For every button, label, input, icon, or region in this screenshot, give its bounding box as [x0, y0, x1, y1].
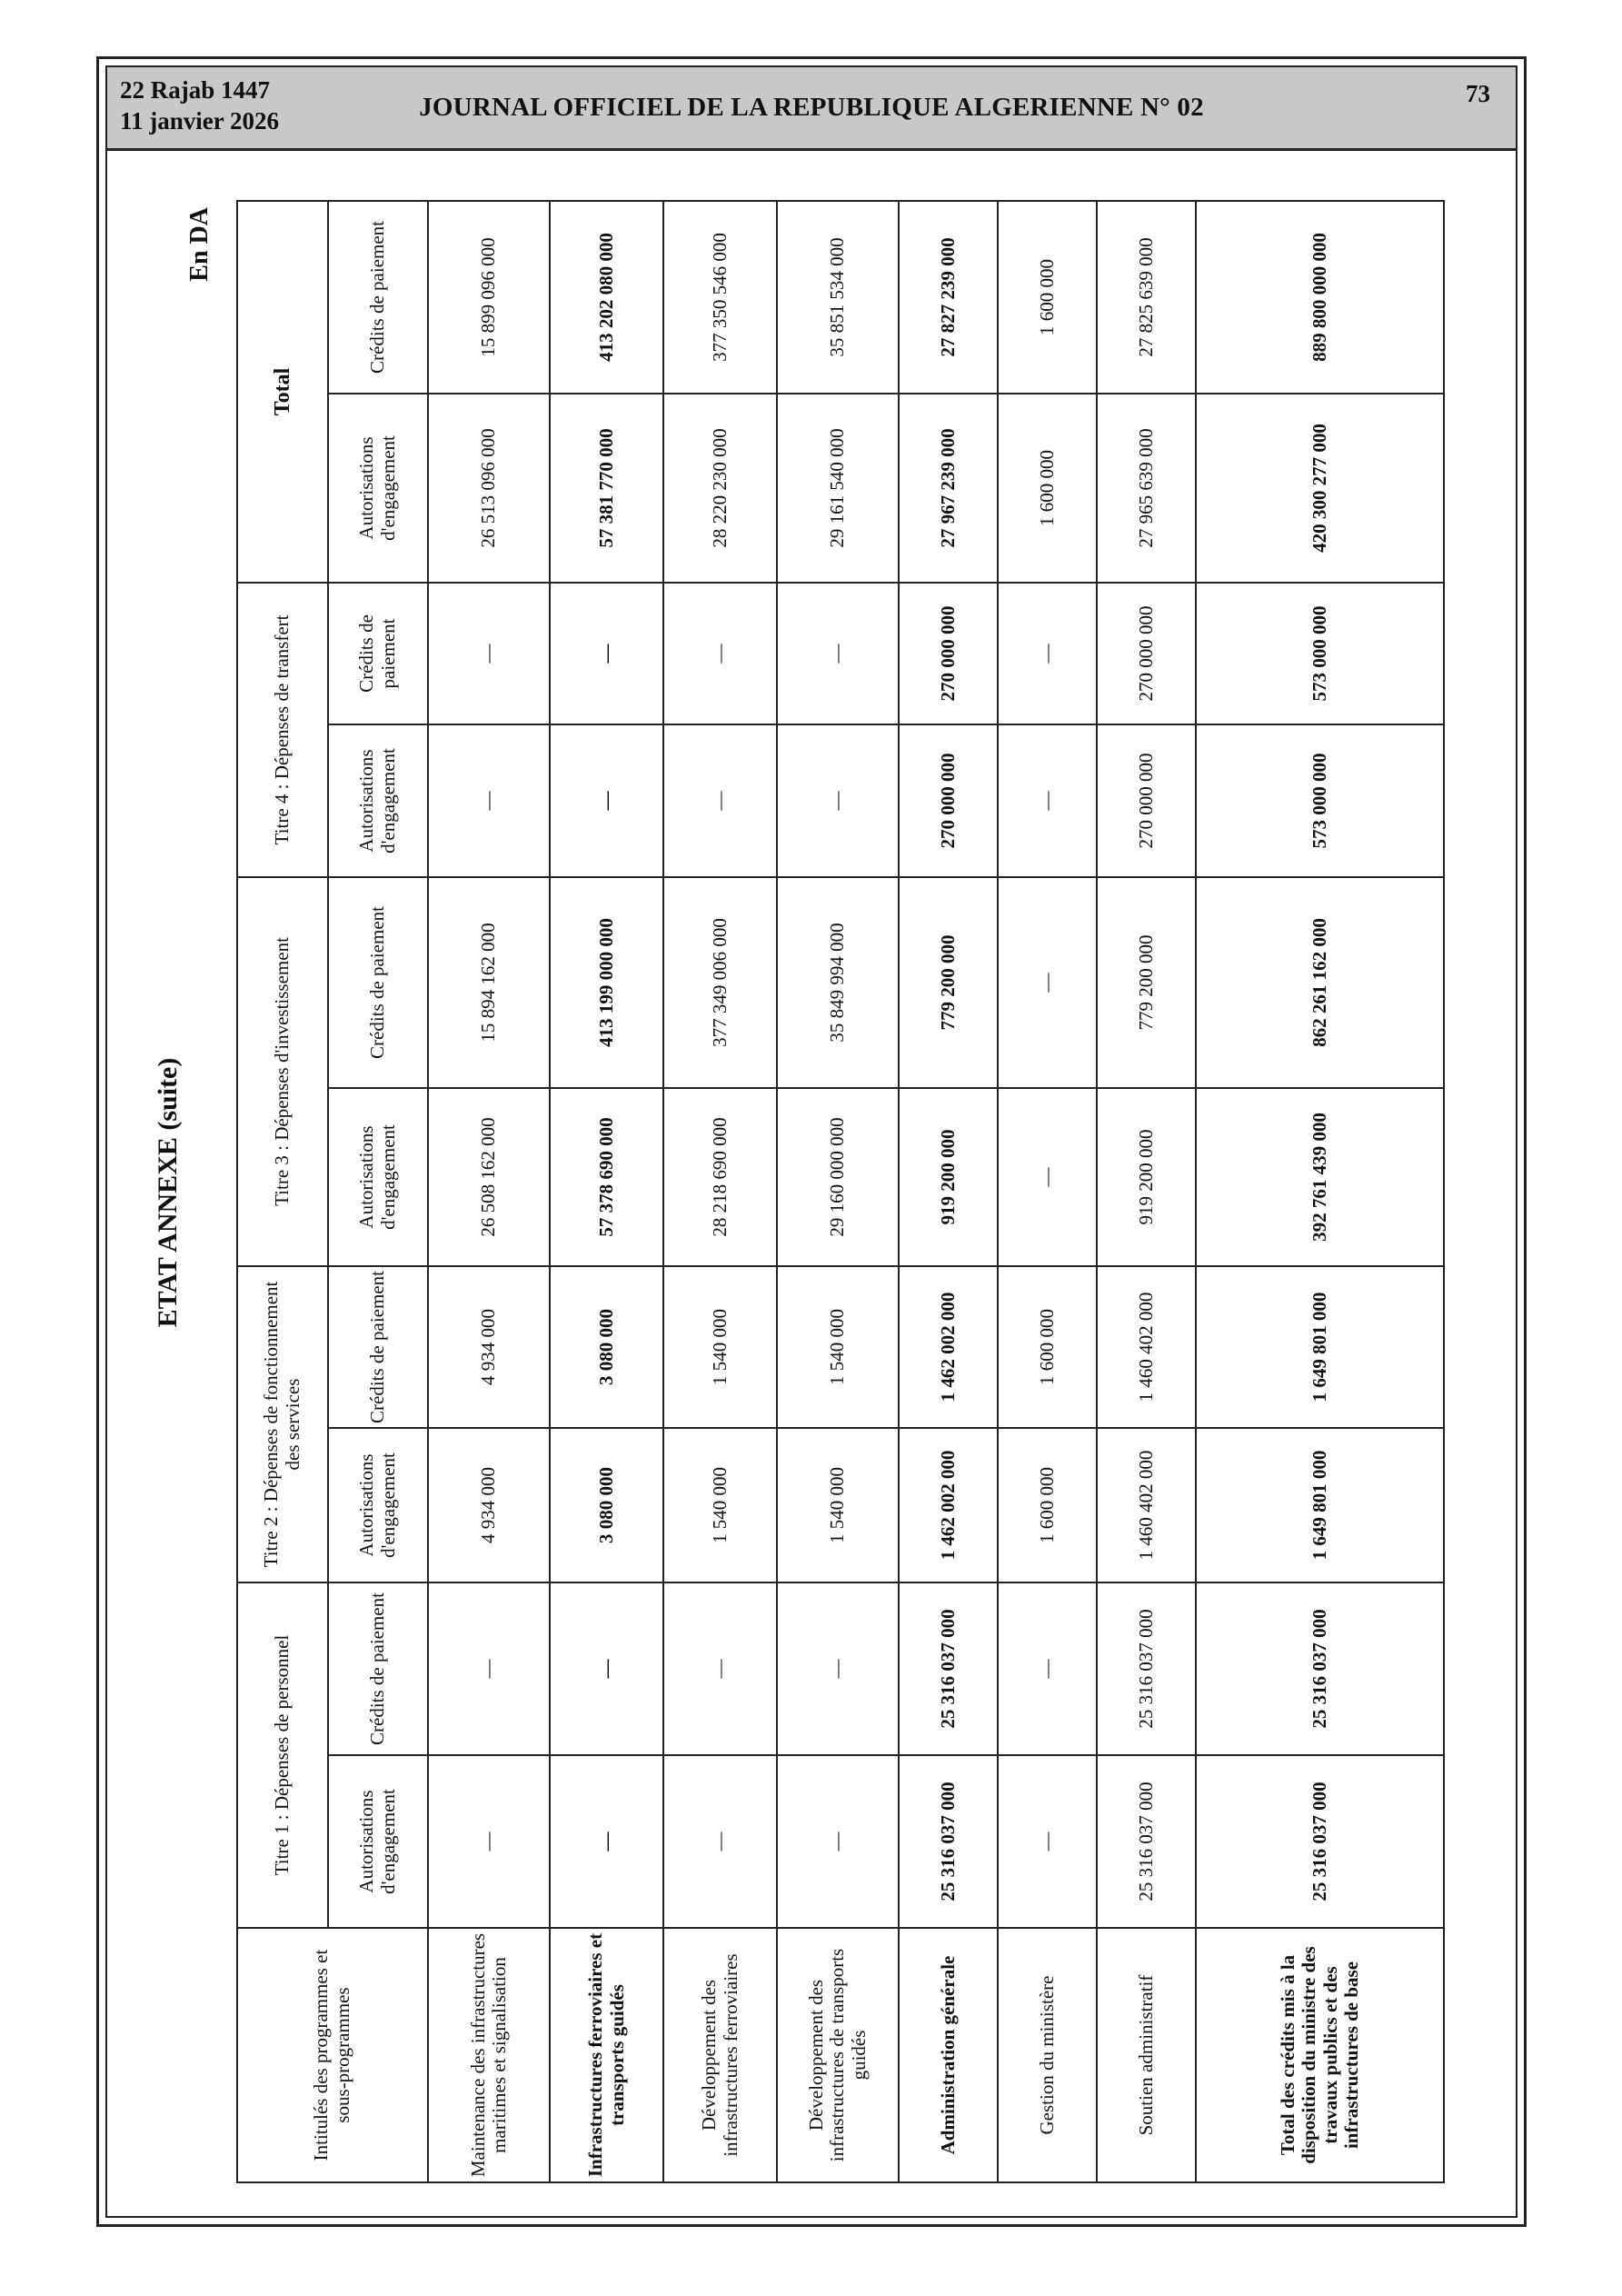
cell-value: 1 600 000	[998, 1428, 1097, 1582]
cell-value: —	[777, 724, 899, 877]
cell-value: —	[550, 724, 663, 877]
row-label: Développement des infrastructures ferroviaires	[663, 1928, 777, 2182]
cell-value: 413 202 080 000	[550, 201, 663, 394]
row-label: Infrastructures ferroviaires et transports guidés	[550, 1928, 663, 2182]
cell-value: 4 934 000	[428, 1266, 550, 1428]
cell-value: —	[550, 1582, 663, 1755]
cell-value: —	[428, 1755, 550, 1928]
annex-title: ETAT ANNEXE (suite)	[153, 1057, 183, 1328]
cell-value: 1 649 801 000	[1196, 1428, 1444, 1582]
cell-value: 862 261 162 000	[1196, 877, 1444, 1088]
cell-value: 26 513 096 000	[428, 394, 550, 583]
row-label: Soutien administratif	[1097, 1928, 1196, 2182]
cell-value: 377 349 006 000	[663, 877, 777, 1088]
cell-value: 27 827 239 000	[899, 201, 998, 394]
cell-value: 1 540 000	[663, 1428, 777, 1582]
subhead-cp: Crédits de paiement	[328, 583, 428, 724]
cell-value: 270 000 000	[899, 724, 998, 877]
cell-value: 25 316 037 000	[899, 1755, 998, 1928]
cell-value: 1 462 002 000	[899, 1266, 998, 1428]
cell-value: —	[663, 1582, 777, 1755]
cell-value: 413 199 000 000	[550, 877, 663, 1088]
subhead-ae: Autorisations d'engagement	[328, 394, 428, 583]
cell-value: 1 462 002 000	[899, 1428, 998, 1582]
table-row	[998, 201, 1097, 2182]
cell-value: 15 899 096 000	[428, 201, 550, 394]
cell-value: —	[550, 583, 663, 724]
budget-annex-table	[236, 200, 1445, 2183]
cell-value: 1 540 000	[777, 1266, 899, 1428]
cell-value: 889 800 000 000	[1196, 201, 1444, 394]
cell-value: 919 200 000	[899, 1088, 998, 1266]
subhead-cp: Crédits de paiement	[328, 1266, 428, 1428]
rotated-annex-area	[145, 202, 1481, 2183]
group-title-1: Titre 1 : Dépenses de personnel	[237, 1582, 328, 1928]
cell-value: 779 200 000	[899, 877, 998, 1088]
cell-value: 25 316 037 000	[1097, 1582, 1196, 1755]
cell-value: 1 600 000	[998, 201, 1097, 394]
cell-value: 3 080 000	[550, 1428, 663, 1582]
subhead-ae: Autorisations d'engagement	[328, 1428, 428, 1582]
cell-value: —	[998, 1088, 1097, 1266]
cell-value: 377 350 546 000	[663, 201, 777, 394]
subhead-ae: Autorisations d'engagement	[328, 724, 428, 877]
cell-value: 27 965 639 000	[1097, 394, 1196, 583]
cell-value: 420 300 277 000	[1196, 394, 1444, 583]
hijri-date: 22 Rajab 1447	[120, 76, 271, 104]
group-title-4: Titre 4 : Dépenses de transfert	[237, 583, 328, 877]
table-row	[550, 201, 663, 2182]
cell-value: 25 316 037 000	[1196, 1582, 1444, 1755]
cell-value: —	[428, 583, 550, 724]
row-label: Développement des infrastructures de transports guidés	[777, 1928, 899, 2182]
cell-value: 4 934 000	[428, 1428, 550, 1582]
subhead-ae: Autorisations d'engagement	[328, 1088, 428, 1266]
cell-value: —	[777, 1582, 899, 1755]
table-row	[777, 201, 899, 2182]
cell-value: 392 761 439 000	[1196, 1088, 1444, 1266]
journal-header	[107, 67, 1516, 151]
cell-value: —	[998, 877, 1097, 1088]
cell-value: 573 000 000	[1196, 583, 1444, 724]
cell-value: 919 200 000	[1097, 1088, 1196, 1266]
cell-value: —	[998, 1582, 1097, 1755]
cell-value: —	[998, 724, 1097, 877]
cell-value: —	[663, 1755, 777, 1928]
page-number: 73	[1466, 80, 1490, 107]
cell-value: 25 316 037 000	[1097, 1755, 1196, 1928]
cell-value: 28 220 230 000	[663, 394, 777, 583]
cell-value: 27 825 639 000	[1097, 201, 1196, 394]
cell-value: —	[998, 583, 1097, 724]
cell-value: —	[428, 724, 550, 877]
cell-value: 28 218 690 000	[663, 1088, 777, 1266]
table-row	[1097, 201, 1196, 2182]
cell-value: 1 460 402 000	[1097, 1266, 1196, 1428]
table-row-total	[1196, 201, 1444, 2182]
cell-value: —	[663, 583, 777, 724]
journal-title: JOURNAL OFFICIEL DE LA REPUBLIQUE ALGERIENNE N° 02	[419, 93, 1204, 122]
table-row	[663, 201, 777, 2182]
subhead-cp: Crédits de paiement	[328, 201, 428, 394]
group-title-3: Titre 3 : Dépenses d'investissement	[237, 877, 328, 1266]
subhead-cp: Crédits de paiement	[328, 1582, 428, 1755]
subhead-ae: Autorisations d'engagement	[328, 1755, 428, 1928]
cell-value: 1 600 000	[998, 394, 1097, 583]
cell-value: —	[663, 724, 777, 877]
cell-value: 1 540 000	[663, 1266, 777, 1428]
cell-value: 57 381 770 000	[550, 394, 663, 583]
cell-value: 25 316 037 000	[899, 1582, 998, 1755]
annex-content	[145, 202, 1481, 2183]
row-label: Gestion du ministère	[998, 1928, 1097, 2182]
cell-value: 779 200 000	[1097, 877, 1196, 1088]
cell-value: 1 460 402 000	[1097, 1428, 1196, 1582]
cell-value: 1 600 000	[998, 1266, 1097, 1428]
group-title-2: Titre 2 : Dépenses de fonctionnement des services	[237, 1266, 328, 1582]
cell-value: 57 378 690 000	[550, 1088, 663, 1266]
cell-value: 3 080 000	[550, 1266, 663, 1428]
cell-value: 27 967 239 000	[899, 394, 998, 583]
gregorian-date: 11 janvier 2026	[120, 107, 279, 135]
cell-value: 35 851 534 000	[777, 201, 899, 394]
subhead-cp: Crédits de paiement	[328, 877, 428, 1088]
cell-value: —	[777, 1755, 899, 1928]
cell-value: 270 000 000	[899, 583, 998, 724]
cell-value: 29 161 540 000	[777, 394, 899, 583]
row-label: Total des crédits mis à la disposition du ministre des travaux publics et des infrastructures de base	[1196, 1928, 1444, 2182]
cell-value: —	[550, 1755, 663, 1928]
cell-value: 573 000 000	[1196, 724, 1444, 877]
table-row	[899, 201, 998, 2182]
cell-value: 1 649 801 000	[1196, 1266, 1444, 1428]
programs-header: Intitulés des programmes et sous-programmes	[237, 1928, 428, 2182]
cell-value: —	[777, 583, 899, 724]
currency-unit: En DA	[185, 207, 214, 282]
cell-value: —	[428, 1582, 550, 1755]
group-title-total: Total	[237, 201, 328, 583]
cell-value: 26 508 162 000	[428, 1088, 550, 1266]
table-row	[428, 201, 550, 2182]
cell-value: 35 849 994 000	[777, 877, 899, 1088]
cell-value: 1 540 000	[777, 1428, 899, 1582]
cell-value: 270 000 000	[1097, 724, 1196, 877]
cell-value: 25 316 037 000	[1196, 1755, 1444, 1928]
row-label: Administration générale	[899, 1928, 998, 2182]
cell-value: —	[998, 1755, 1097, 1928]
cell-value: 15 894 162 000	[428, 877, 550, 1088]
cell-value: 270 000 000	[1097, 583, 1196, 724]
cell-value: 29 160 000 000	[777, 1088, 899, 1266]
row-label: Maintenance des infrastructures maritimes et signalisation	[428, 1928, 550, 2182]
